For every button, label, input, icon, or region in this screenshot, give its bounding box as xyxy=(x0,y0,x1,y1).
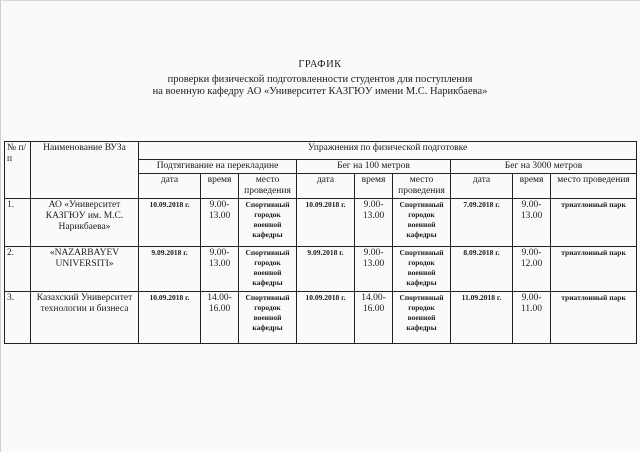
row-pull-time: 9.00-13.00 xyxy=(201,199,239,247)
row-pull-place: Спортивный городок военной кафедры xyxy=(239,292,297,344)
row-run3000-date: 7.09.2018 г. xyxy=(451,199,513,247)
document-subtitle-line-1: проверки физической подготовленности студентов для поступления xyxy=(167,74,473,85)
row-run3000-time: 9.00-11.00 xyxy=(513,292,551,344)
row-number: 1. xyxy=(5,199,31,247)
header-run3000-time: время xyxy=(513,174,551,199)
header-exercises-group: Упражнения по физической подготовке xyxy=(139,142,637,160)
header-run3000-place: место проведения xyxy=(551,174,637,199)
row-pull-date: 9.09.2018 г. xyxy=(139,247,201,292)
header-run100-place: место проведения xyxy=(393,174,451,199)
row-run3000-place: триатлонный парк xyxy=(551,199,637,247)
header-pull-place: место проведения xyxy=(239,174,297,199)
header-run3000-date: дата xyxy=(451,174,513,199)
row-run3000-date: 8.09.2018 г. xyxy=(451,247,513,292)
header-row-1 xyxy=(5,142,637,160)
row-run100-date: 9.09.2018 г. xyxy=(297,247,355,292)
row-university: Казахский Университет технологии и бизнеса xyxy=(31,292,139,344)
header-run3000: Бег на 3000 метров xyxy=(451,160,637,174)
row-run100-date: 10.09.2018 г. xyxy=(297,292,355,344)
header-run100-date: дата xyxy=(297,174,355,199)
row-run100-time: 14.00-16.00 xyxy=(355,292,393,344)
row-number: 3. xyxy=(5,292,31,344)
header-pull-date: дата xyxy=(139,174,201,199)
row-run100-place: Спортивный городок военной кафедры xyxy=(393,292,451,344)
table-row xyxy=(5,199,637,247)
table-row xyxy=(5,292,637,344)
header-university: Наименование ВУЗа xyxy=(31,142,139,199)
row-run3000-date: 11.09.2018 г. xyxy=(451,292,513,344)
header-run100-time: время xyxy=(355,174,393,199)
row-university: АО «Университет КАЗГЮУ им. М.С. Нарикбаева» xyxy=(31,199,139,247)
row-run3000-place: триатлонный парк xyxy=(551,292,637,344)
row-university: «NAZARBAYEV UNIVERSITI» xyxy=(31,247,139,292)
header-run100: Бег на 100 метров xyxy=(297,160,451,174)
document-title: ГРАФИК xyxy=(298,59,342,70)
row-number: 2. xyxy=(5,247,31,292)
header-pullups: Подтягивание на перекладине xyxy=(139,160,297,174)
schedule-table xyxy=(4,141,637,344)
document-subtitle-line-2: на военную кафедру АО «Университет КАЗГЮУ имени М.С. Нарикбаева» xyxy=(152,86,488,97)
row-pull-time: 9.00-13.00 xyxy=(201,247,239,292)
row-run100-time: 9.00-13.00 xyxy=(355,199,393,247)
header-pull-time: время xyxy=(201,174,239,199)
row-pull-time: 14.00-16.00 xyxy=(201,292,239,344)
row-run100-date: 10.09.2018 г. xyxy=(297,199,355,247)
header-number: № п/п xyxy=(5,142,31,199)
row-run3000-place: триатлонный парк xyxy=(551,247,637,292)
row-pull-date: 10.09.2018 г. xyxy=(139,292,201,344)
row-run100-place: Спортивный городок военной кафедры xyxy=(393,199,451,247)
row-run100-time: 9.00-13.00 xyxy=(355,247,393,292)
row-pull-place: Спортивный городок военной кафедры xyxy=(239,247,297,292)
row-run3000-time: 9.00-13.00 xyxy=(513,199,551,247)
row-run3000-time: 9.00-12.00 xyxy=(513,247,551,292)
row-pull-date: 10.09.2018 г. xyxy=(139,199,201,247)
row-run100-place: Спортивный городок военной кафедры xyxy=(393,247,451,292)
row-pull-place: Спортивный городок военной кафедры xyxy=(239,199,297,247)
table-row xyxy=(5,247,637,292)
